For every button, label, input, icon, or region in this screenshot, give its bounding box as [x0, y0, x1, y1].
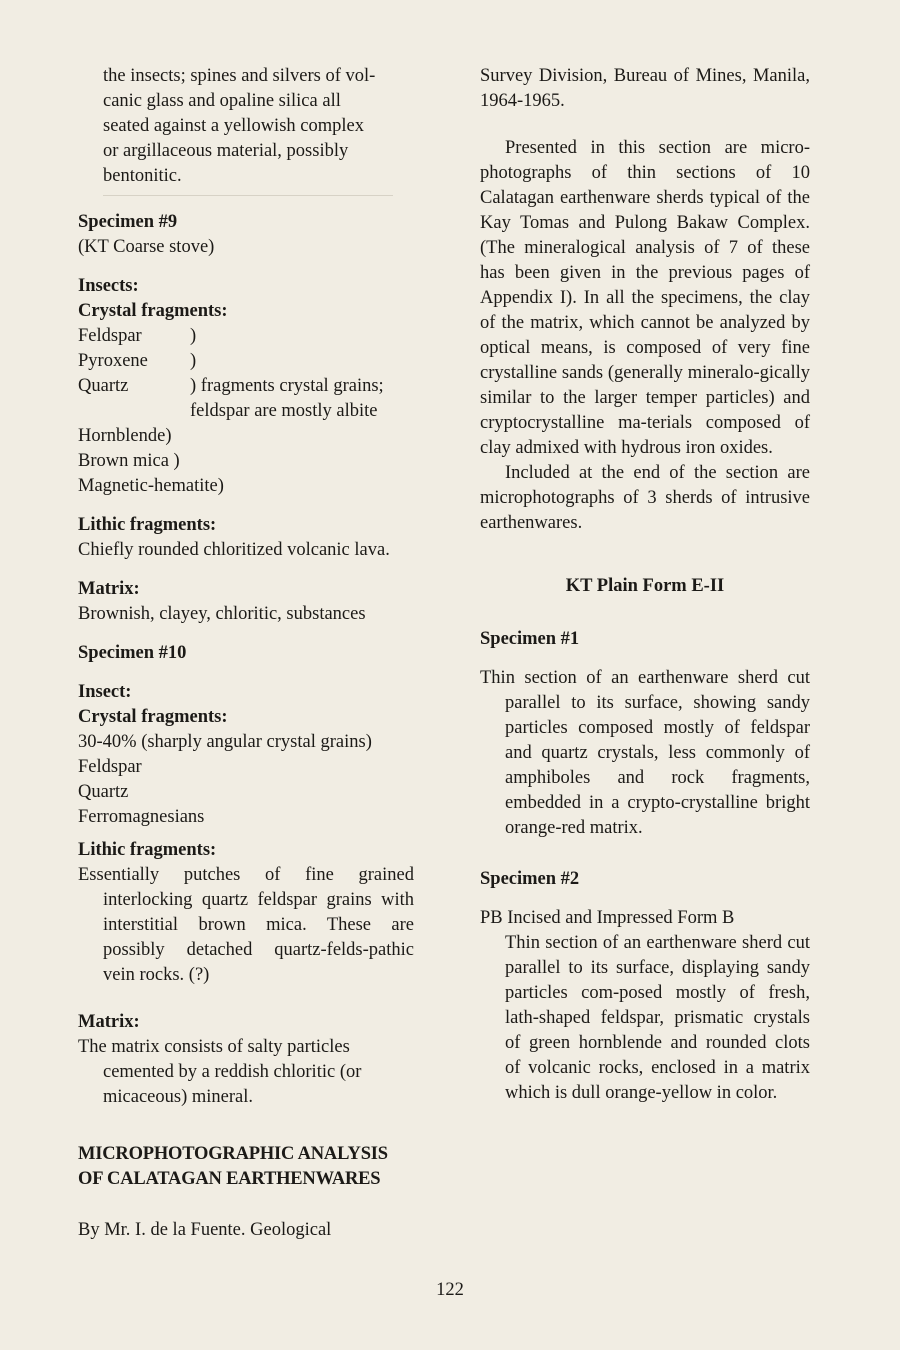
matrix-text: Brownish, clayey, chloritic, substances — [78, 604, 366, 624]
section-heading: MICROPHOTOGRAPHIC ANALYSIS — [78, 1144, 388, 1164]
lithic-fragments-text: Essentially putches of fine grained interlocking quartz feldspar grains with interstitial brown mica. These are possibly detached quartz-felds-pathic vein rocks. (?) — [78, 865, 414, 985]
specimen-9-title: Specimen #9 — [78, 212, 178, 232]
lithic-fragments-text: Chiefly rounded chloritized volcanic lava. — [78, 540, 390, 560]
crystal-item: Feldspar — [78, 757, 142, 777]
intro-continuation — [78, 64, 414, 189]
specimen-2-title: Specimen #2 — [480, 869, 580, 889]
form-heading: KT Plain Form E-II — [565, 576, 725, 596]
intro-line: the insects; spines and silvers of vol- — [103, 66, 376, 86]
intro-line: bentonitic. — [103, 166, 182, 186]
lithic-fragments-label: Lithic fragments: — [78, 515, 217, 535]
mineral-row — [78, 374, 414, 399]
mineral-name: Quartz — [78, 376, 129, 396]
insects-label: Insects: — [78, 276, 139, 296]
specimen-1-text: Thin section of an earthenware sherd cut parallel to its surface, showing sandy particles composed mostly of feldspar and quartz crystals, less commonly of amphiboles and rock fragments, embedded in a crypto-crystalline bright orange-red matrix. — [480, 668, 810, 838]
mineral-name: Pyroxene — [78, 351, 148, 371]
crystal-item: 30-40% (sharply angular crystal grains) — [78, 732, 372, 752]
intro-line: or argillaceous material, possibly — [103, 141, 349, 161]
specimen-2-form: PB Incised and Impressed Form B — [480, 908, 735, 928]
right-column — [480, 64, 810, 1106]
section-heading: OF CALATAGAN EARTHENWARES — [78, 1169, 381, 1189]
crystal-item: Ferromagnesians — [78, 807, 205, 827]
byline: By Mr. I. de la Fuente. Geological — [78, 1220, 332, 1240]
intro-line: seated against a yellowish complex — [103, 116, 364, 136]
body-paragraph: Presented in this section are micro-photographs of thin sections of 10 Calatagan earthenware sherds typical of the Kay Tomas and Pulong Bakaw Complex. (The mineralogical analysis of 7 of these has been given in the previous pages of Appendix I). In all the specimens, the clay of the matrix, which cannot be analyzed by optical means, is composed of very fine crystalline sands (generally mineralo-gically similar to the larger temper particles) and cryptocrystalline ma-terials composed of clay admixed with hydrous iron oxides. — [480, 138, 810, 458]
matrix-text: The matrix consists of salty particles cemented by a reddish chloritic (or micaceous) mineral. — [78, 1037, 362, 1107]
crystal-item: Quartz — [78, 782, 129, 802]
mineral-line: Magnetic-hematite) — [78, 476, 224, 496]
mineral-row — [78, 349, 414, 374]
mineral-name: Feldspar — [78, 326, 142, 346]
lithic-fragments-label: Lithic fragments: — [78, 840, 217, 860]
matrix-label: Matrix: — [78, 1012, 140, 1032]
byline-continuation: Survey Division, Bureau of Mines, Manila, 1964-1965. — [480, 66, 810, 111]
mineral-line: Brown mica ) — [78, 451, 180, 471]
intro-line: canic glass and opaline silica all — [103, 91, 341, 111]
mineral-desc: ) fragments crystal grains; — [190, 376, 384, 396]
crystal-fragments-label: Crystal fragments: — [78, 707, 228, 727]
crystal-fragments-label: Crystal fragments: — [78, 301, 228, 321]
left-column — [78, 64, 414, 1243]
specimen-2-text: Thin section of an earthenware sherd cut parallel to its surface, displaying sandy particles com-posed mostly of fresh, lath-shaped feldspar, prismatic crystals of green hornblende and rounded clots of volcanic rocks, enclosed in a matrix which is dull orange-yellow in color. — [505, 933, 810, 1103]
body-paragraph: Included at the end of the section are microphotographs of 3 sherds of intrusive earthenwares. — [480, 463, 810, 533]
specimen-9-subtitle: (KT Coarse stove) — [78, 237, 215, 257]
mineral-desc: ) — [190, 326, 197, 346]
specimen-1-title: Specimen #1 — [480, 629, 580, 649]
mineral-line: Hornblende) — [78, 426, 172, 446]
page-number: 122 — [436, 1280, 464, 1300]
insect-label: Insect: — [78, 682, 132, 702]
matrix-label: Matrix: — [78, 579, 140, 599]
specimen-10-title: Specimen #10 — [78, 643, 187, 663]
quartz-continuation: feldspar are mostly albite — [190, 401, 378, 421]
mineral-row — [78, 324, 414, 349]
mineral-desc: ) — [190, 351, 197, 371]
